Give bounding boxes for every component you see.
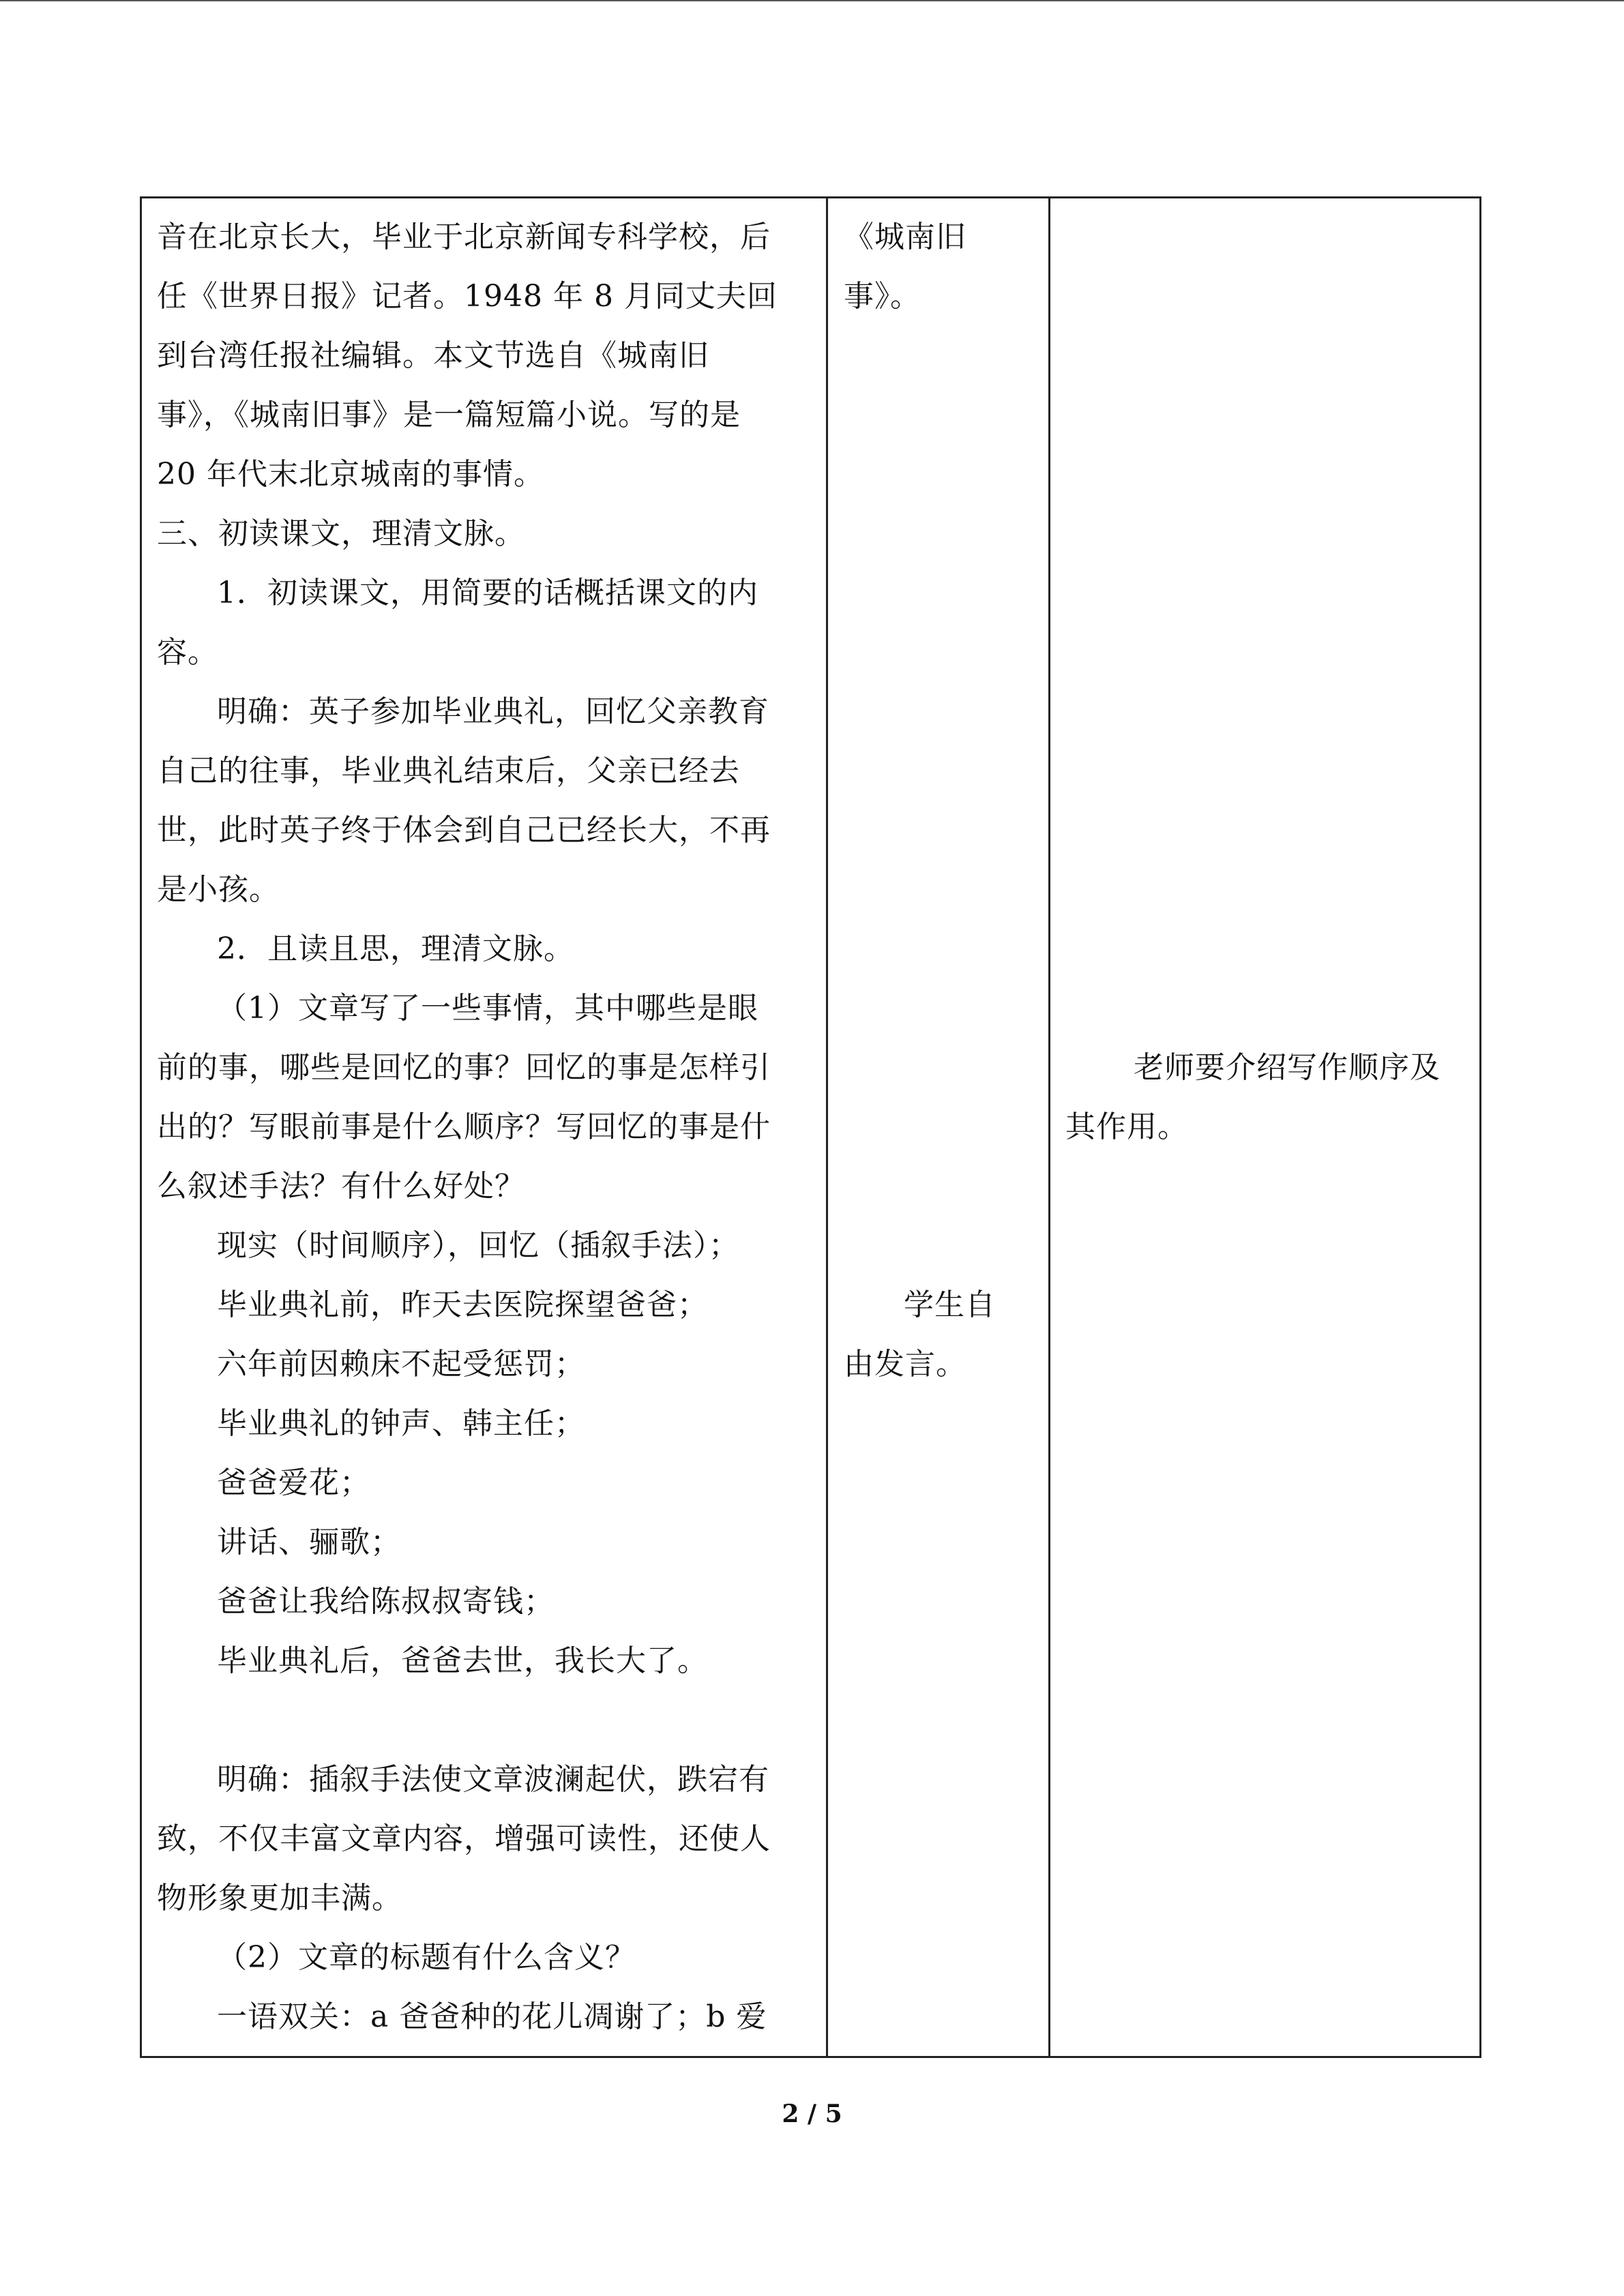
activity-line: 由发言。 [844,1347,966,1382]
content-line: 么叙述手法？有什么好处？ [157,1169,525,1204]
content-line: （1）文章写了一些事情，其中哪些是眼 [217,991,758,1026]
teaching-content-cell [157,196,812,2058]
teacher-notes-cell [1065,196,1473,2058]
content-line: 致，不仅丰富文章内容，增强可读性，还使人 [157,1821,771,1856]
content-line: 任《世界日报》记者。1948 年 8 月同丈夫回 [157,279,778,314]
content-line: 到台湾任报社编辑。本文节选自《城南旧 [157,338,709,373]
content-line: 明确：插叙手法使文章波澜起伏，跌宕有 [217,1762,769,1797]
content-line: 一语双关：a 爸爸种的花儿凋谢了；b 爱 [217,1999,767,2034]
section-heading: 三、初读课文，理清文脉。 [157,516,525,551]
column-divider-1 [826,196,828,2058]
content-line: 自己的往事，毕业典礼结束后，父亲已经去 [157,754,740,788]
content-line: 物形象更加丰满。 [157,1881,402,1915]
note-line: 老师要介绍写作顺序及 [1134,1050,1441,1085]
activity-line: 学生自 [904,1287,996,1322]
content-line: 明确：英子参加毕业典礼，回忆父亲教育 [217,694,769,729]
student-activity-cell [844,196,1038,2058]
content-line: 是小孩。 [157,872,280,907]
content-line: 2．且读且思，理清文脉。 [217,931,574,966]
content-line: 现实（时间顺序），回忆（插叙手法）； [217,1228,739,1263]
content-line: 出的？写眼前事是什么顺序？写回忆的事是什 [157,1109,771,1144]
content-line: 音在北京长大，毕业于北京新闻专科学校，后 [157,220,771,254]
content-line: 爸爸让我给陈叔叔寄钱； [217,1584,555,1619]
activity-line: 事》。 [844,279,921,314]
content-line: 毕业典礼前，昨天去医院探望爸爸； [217,1287,708,1322]
content-line: 六年前因赖床不起受惩罚； [217,1347,585,1382]
content-line: 20 年代末北京城南的事情。 [157,457,544,492]
content-line: 毕业典礼后，爸爸去世，我长大了。 [217,1643,708,1678]
content-line: 毕业典礼的钟声、韩主任； [217,1406,585,1441]
note-line: 其作用。 [1065,1109,1188,1144]
page-number: 2 / 5 [782,2100,842,2128]
content-line: 世，此时英子终于体会到自己已经长大，不再 [157,813,771,848]
content-line: 爸爸爱花； [217,1465,370,1500]
content-line: 1．初读课文，用简要的话概括课文的内 [217,576,758,610]
content-line: 讲话、骊歌； [217,1525,401,1560]
activity-line: 《城南旧 [844,220,966,254]
content-line: （2）文章的标题有什么含义？ [217,1940,636,1975]
column-divider-2 [1048,196,1050,2058]
content-line: 事》，《城南旧事》是一篇短篇小说。写的是 [157,398,741,432]
page-top-border [0,0,1624,1]
content-line: 容。 [157,635,218,670]
content-line: 前的事，哪些是回忆的事？回忆的事是怎样引 [157,1050,771,1085]
